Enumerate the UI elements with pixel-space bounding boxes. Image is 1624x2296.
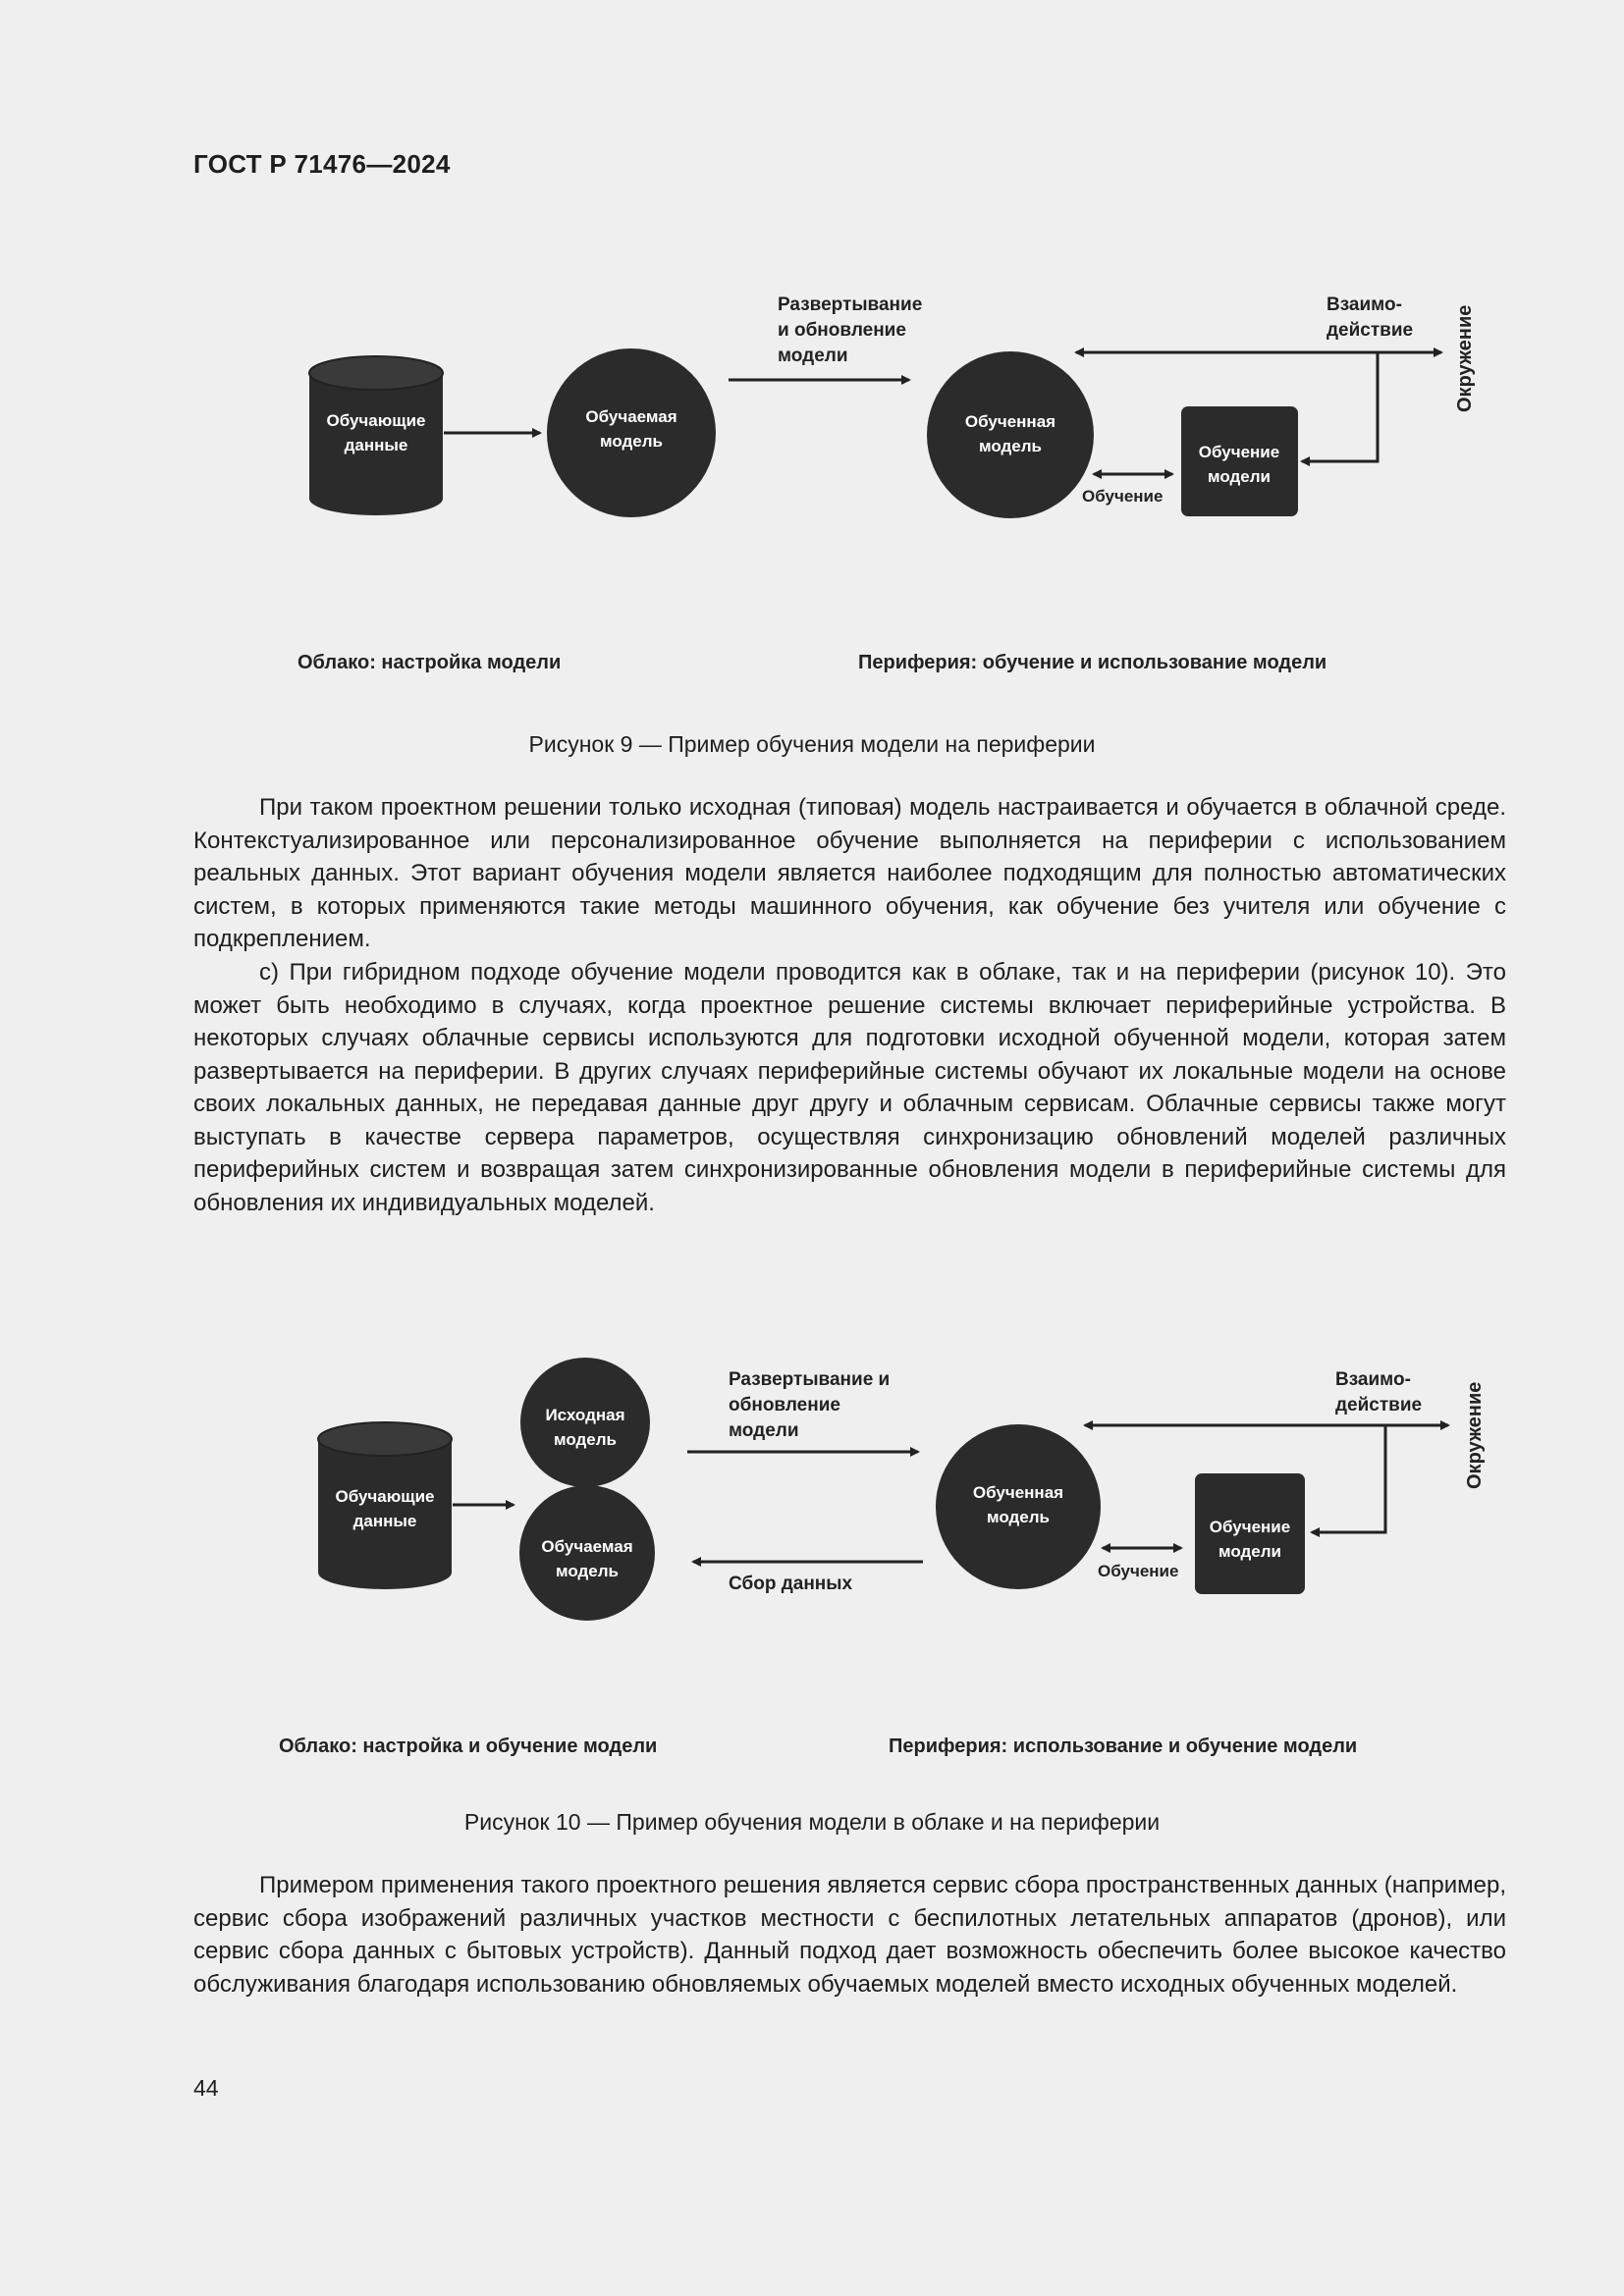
environment-to-training-arrow [1302,352,1378,461]
edge-label: Периферия: использование и обучение модели [889,1735,1358,1757]
initial-model-label-2: модель [553,1430,618,1449]
figure-9-caption: Рисунок 9 — Пример обучения модели на периферии [528,731,1096,757]
figure-10-diagram [0,1345,1624,1767]
training-data-cylinder [309,356,443,515]
deploy-label-2: обновление [729,1395,840,1415]
figure-9-diagram [0,275,1624,687]
document-code: ГОСТ Р 71476—2024 [193,149,451,179]
model-training-box-10 [1195,1473,1305,1594]
interaction-label-2: действие [1335,1395,1423,1415]
initial-model-label-1: Исходная [545,1406,625,1424]
trainable-model-circle-10 [519,1485,655,1621]
training-data-label-1: Обучающие [335,1487,435,1506]
environment-label: Окружение [1454,304,1476,412]
edge-label: Периферия: обучение и использование модели [858,652,1327,673]
paragraph-1: При таком проектном решении только исходная (типовая) модель настраивается и обучается в облачной среде. Контекстуализированное или персонализированное обучение выполняется на периферии с использованием реальных данных. Этот вариант обучения модели является наиболее подходящим для полностью автоматических систем, в которых применяются такие методы машинного обучения, как обучение без учителя или обучение с подкреплением. [193,794,1506,952]
training-data-label-2: данные [352,1512,417,1530]
interaction-label-1: Взаимо- [1326,294,1402,315]
trainable-model-circle [547,348,716,517]
training-data-label-2: данные [344,436,408,454]
model-training-label-2: модели [1207,467,1272,486]
page-number: 44 [193,2075,219,2101]
cloud-label: Облако: настройка модели [298,652,562,673]
deploy-label-3: модели [778,346,848,366]
trained-model-label-2: модель [986,1508,1051,1526]
training-arrow-label: Обучение [1098,1562,1179,1580]
trainable-model-label-1: Обучаемая [541,1537,633,1556]
trainable-model-label-2: модель [555,1562,620,1580]
model-training-label-2: модели [1218,1542,1282,1561]
paragraph-3: Примером применения такого проектного решения является сервис сбора пространственных данных (например, сервис сбора изображений различных участков местности с беспилотных летательных аппаратов (дронов), или сервис сбора данных с бытовых устройств). Данный подход дает возможность обеспечить более высокое качество обслуживания благодаря использованию обновляемых обучаемых моделей вместо исходных обученных моделей. [193,1872,1506,1998]
environment-label: Окружение [1464,1381,1486,1489]
interaction-label-2: действие [1326,320,1414,341]
training-data-label-1: Обучающие [326,411,426,430]
deploy-label-1: Развертывание и [729,1369,891,1390]
figure-10-caption: Рисунок 10 — Пример обучения модели в облаке и на периферии [463,1809,1161,1835]
trained-model-label-2: модель [978,437,1043,455]
model-training-label-1: Обучение [1209,1518,1291,1536]
training-arrow-label: Обучение [1082,487,1164,506]
deploy-label-2: и обновление [778,320,906,341]
deploy-label-1: Развертывание [778,294,923,315]
trainable-model-label-2: модель [599,432,664,451]
model-training-label-1: Обучение [1198,443,1280,461]
trained-model-circle-10 [936,1424,1101,1589]
trained-model-label-1: Обученная [964,412,1056,431]
initial-model-circle [520,1358,650,1487]
training-data-cylinder-10 [318,1422,452,1589]
model-training-box [1181,406,1298,516]
deploy-label-3: модели [729,1420,799,1441]
trainable-model-label-1: Обучаемая [585,407,677,426]
trained-model-label-1: Обученная [972,1483,1064,1502]
environment-to-training-arrow-10 [1312,1425,1385,1532]
cloud-label: Облако: настройка и обучение модели [279,1735,658,1757]
trained-model-circle [927,351,1094,518]
data-collection-label: Сбор данных [729,1574,853,1594]
paragraph-2: c) При гибридном подходе обучение модели проводится как в облаке, так и на периферии (рисунок 10). Это может быть необходимо в случаях, когда проектное решение системы включает периферийные устройства. В некоторых случаях облачные сервисы используются для подготовки исходной обученной модели, которая затем развертывается на периферии. В других случаях периферийные системы обучают их локальные модели на основе своих локальных данных, не передавая данные друг другу и облачным сервисам. Облачные сервисы также могут выступать в качестве сервера параметров, осуществляя синхронизацию обновлений моделей различных периферийных систем и возвращая затем синхронизированные обновления модели в периферийные системы для обновления их индивидуальных моделей. [193,959,1506,1216]
interaction-label-1: Взаимо- [1335,1369,1411,1390]
